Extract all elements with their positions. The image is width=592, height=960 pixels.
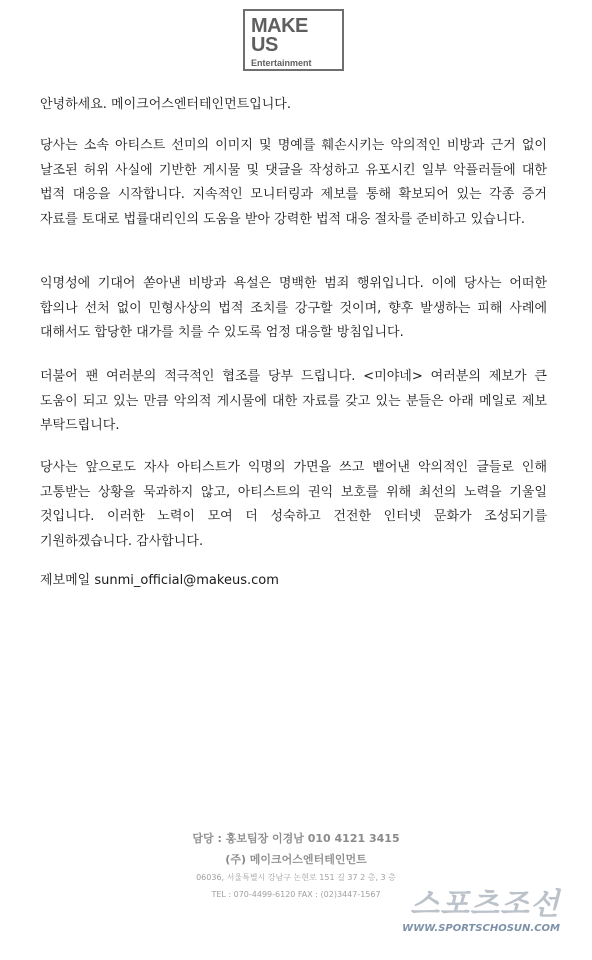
sportschosun-watermark [360,888,560,936]
paragraph-closing: 당사는 앞으로도 자사 아티스트가 익명의 가면을 쓰고 뱉어낸 악의적인 글들로 인해 고통받는 상황을 묵과하지 않고, 아티스트의 권익 보호를 위해 최선의 노력을 기울일 것입니다. 이러한 노력이 모여 더 성숙하고 건전한 인터넷 문화가 조성되기를 기원하겠습니다. 감사합니다. [40,460,547,549]
paragraph-legal-action: 당사는 소속 아티스트 선미의 이미지 및 명예를 훼손시키는 악의적인 비방과 근거 없이 날조된 허위 사실에 기반한 게시물 및 댓글을 작성하고 유포시킨 일부 악플러들에 대한 법적 대응을 시작합니다. 지속적인 모니터링과 제보를 통해 확보되어 있는 각종 증거 자료를 토대로 법률대리인의 도움을 받아 강력한 법적 대응 절차를 준비하고 있습니다. [40,138,547,227]
watermark-url: WWW.SPORTSCHOSUN.COM [402,923,560,934]
footer-address: 06036, 서울특별시 강남구 논현로 151 길 37 2 층, 3 층 [196,873,396,882]
paragraph-fan-cooperation: 더불어 팬 여러분의 적극적인 협조를 당부 드립니다. <미야네> 여러분의 제보가 큰 도움이 되고 있는 만큼 악의적 게시물에 대한 자료를 갖고 있는 분들은 아래 메일로 제보 부탁드립니다. [40,369,547,433]
watermark-brand: 스포츠조선 [410,887,560,922]
report-email-line [40,570,279,592]
report-email-label: 제보메일 [40,573,91,588]
greeting: 안녕하세요. 메이크어스엔터테인먼트입니다. [40,97,291,112]
logo-word-us: US [251,34,278,56]
logo-word-entertainment: Entertainment [251,58,312,68]
paragraph-no-leniency: 익명성에 기대어 쏟아낸 비방과 욕설은 명백한 범죄 행위입니다. 이에 당사는 어떠한 합의나 선처 없이 민형사상의 법적 조치를 강구할 것이며, 향후 발생하는 피해 사례에 대해서도 합당한 대가를 치를 수 있도록 엄정 대응할 방침입니다. [40,276,547,340]
footer-tel-fax: TEL : 070-4499-6120 FAX : (02)3447-1567 [211,890,381,899]
report-email-address[interactable]: sunmi_official@makeus.com [94,573,279,588]
logo-word-make: MAKE [251,15,308,37]
makeus-logo [243,9,344,71]
footer-contact-person: 담당 : 홍보팀장 이경남 010 4121 3415 [192,832,400,845]
footer-company-name: (주) 메이크어스엔터테인먼트 [225,853,367,866]
